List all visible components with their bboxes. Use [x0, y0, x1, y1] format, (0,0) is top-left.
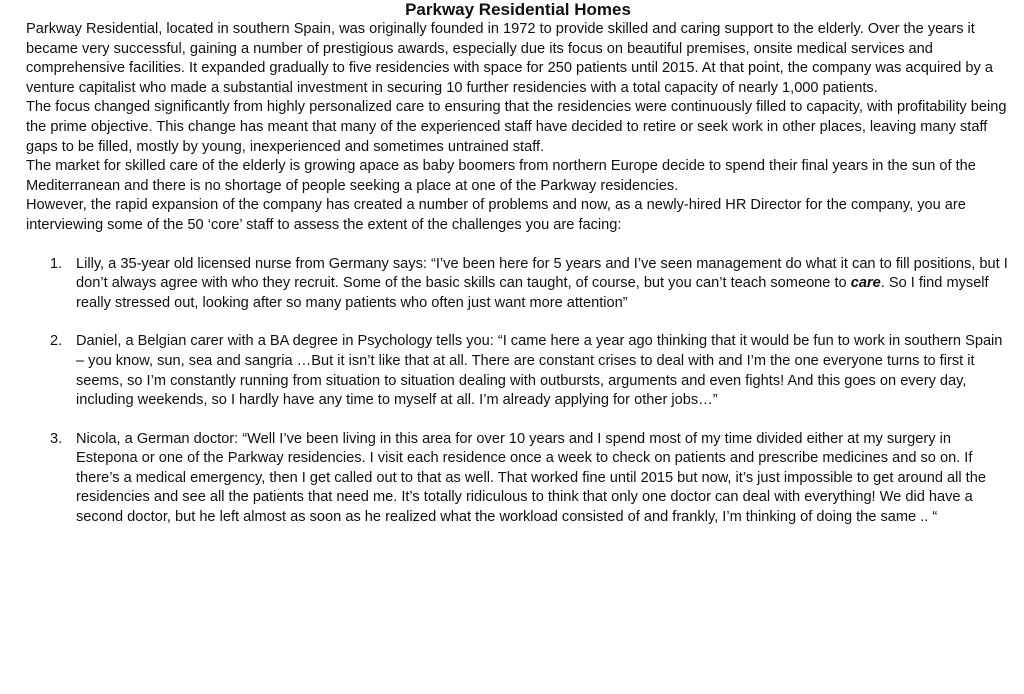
quote-lilly-emphasis: care [850, 275, 881, 292]
list-item-daniel [26, 332, 1010, 410]
list-number: 2. [50, 333, 63, 350]
paragraph-history: Parkway Residential, located in southern Spain, was originally founded in 1972 to provide skilled and caring support to the elderly. Over the years it became very successful, gaining a number of prestigious awards, especially due its focus on beautiful premises, onsite medical services and comprehensive facilities. It expanded gradually to five residencies with space for 250 patients until 2015. At that point, the company was acquired by a venture capitalist who made a substantial investment in securing 10 further residencies with a total capacity of nearly 1,000 patients. [26, 21, 993, 96]
quote-nicola: Nicola, a German doctor: “Well I’ve been living in this area for over 10 years and I spend most of my time divided either at my surgery in Estepona or one of the Parkway residencies. I visit each residence once a week to check on patients and prescribe medicines and so on. If there’s a medical emergency, then I get called out to that as well. That worked fine until 2015 but now, it’s just impossible to get around all the residencies and see all the patients that need me. It’s totally ridiculous to think that only one doctor can deal with everything! We did have a second doctor, but he left almost as soon as he realized what the workload consisted of and frankly, I’m thinking of doing the same .. “ [76, 430, 986, 526]
quote-daniel: Daniel, a Belgian carer with a BA degree in Psychology tells you: “I came here a year ago thinking that it would be fun to work in southern Spain – you know, sun, sea and sangria …But it isn’t like that at all. There are constant crises to deal with and I’m the one everyone turns to first it seems, so I’m constantly running from situation to situation dealing with outbursts, arguments and even fights! And this goes on every day, including weekends, so I hardly have any time to myself at all. I’m already applying for other jobs…” [76, 333, 1003, 409]
paragraph-market: The market for skilled care of the elderly is growing apace as baby boomers from northern Europe decide to spend their final years in the sun of the Mediterranean and there is no shortage of people seeking a place at one of the Parkway residencies. [26, 158, 976, 194]
list-item-lilly [26, 255, 1010, 314]
paragraph-focus-change: The focus changed significantly from highly personalized care to ensuring that the residencies were continuously filled to capacity, with profitability being the prime objective. This change has meant that many of the experienced staff have decided to retire or seek work in other places, leaving many staff gaps to be filled, mostly by young, inexperienced and sometimes untrained staff. [26, 99, 1007, 155]
list-number: 1. [50, 255, 63, 272]
paragraph-task: However, the rapid expansion of the company has created a number of problems and now, as a newly-hired HR Director for the company, you are interviewing some of the 50 ‘core’ staff to assess the extent of the challenges you are facing: [26, 197, 966, 233]
list-item-nicola [26, 430, 1010, 528]
document-title: Parkway Residential Homes [405, 0, 631, 19]
quote-lilly-part1: Lilly, a 35-year old licensed nurse from Germany says: “I’ve been here for 5 years and I’ve seen management do what it can to fill positions, but I don’t always agree with who they recruit. Some of the basic skills can taught, of course, but you can’t teach someone to [76, 255, 1008, 292]
list-number: 3. [50, 430, 63, 447]
staff-quotes-list [26, 255, 1010, 528]
quote-lilly-part2: . So I find myself really stressed out, looking after so many patients who often just want more attention” [76, 275, 989, 311]
